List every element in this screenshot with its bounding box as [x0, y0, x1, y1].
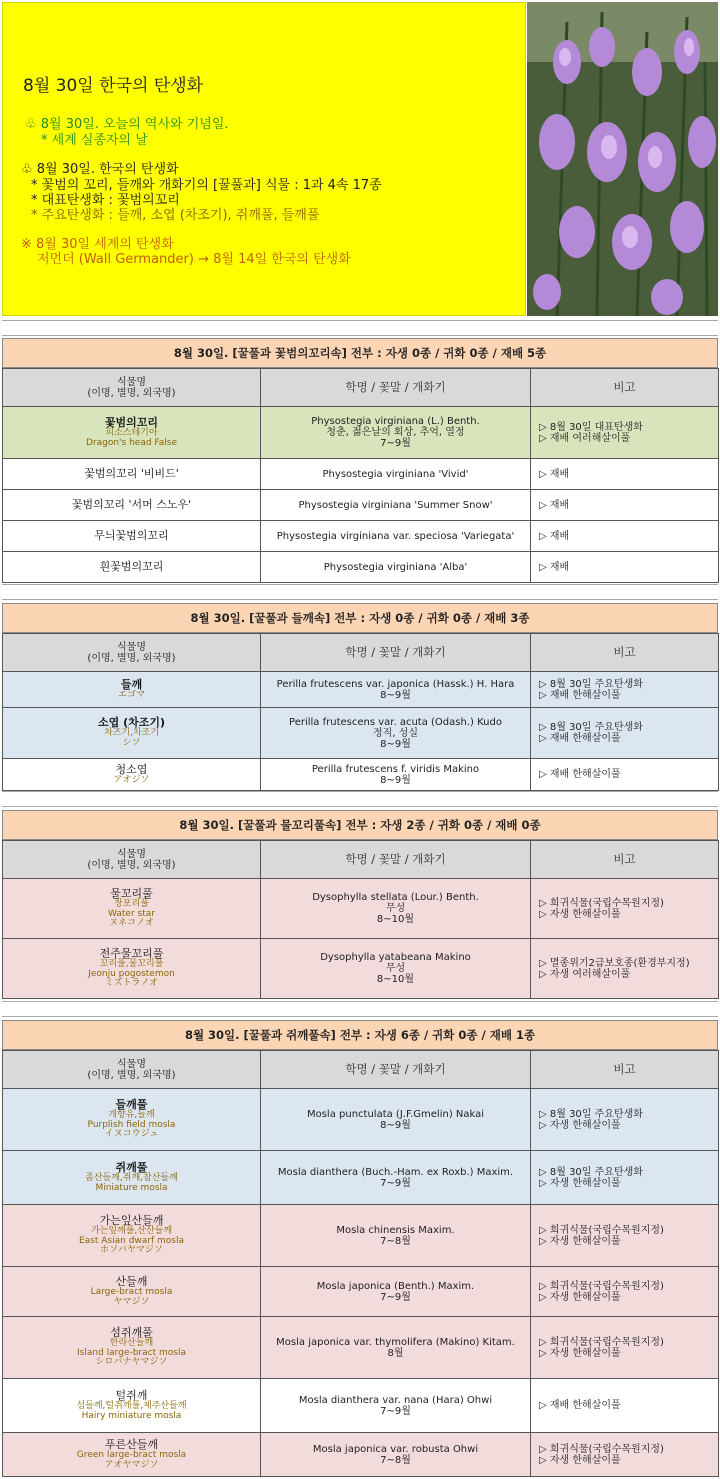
table-row: 무늬꽃범의꼬리 Physostegia virginiana var. speciosa 'Variegata' ▷ 재배	[3, 521, 719, 552]
table-row: 털쥐깨 섬들깨,털쥐깨풀,제주산들깨 Hairy miniature mosla Mosla dianthera var. nana (Hara) Ohwi 7~9월 ▷ 재배 한해살이풀	[3, 1379, 719, 1433]
column-header-note: 비고	[531, 369, 719, 407]
section-title: 8월 30일. [꿀풀과 쥐깨풀속] 전부 : 자생 6종 / 귀화 0종 / 재배 1종	[2, 1020, 718, 1050]
table-header-row	[3, 1051, 719, 1089]
column-header-name: 식물명 (이명, 별명, 외국명)	[3, 841, 261, 879]
column-header-note: 비고	[531, 1051, 719, 1089]
section-divider	[2, 791, 718, 807]
header-line: * 대표탄생화 : 꽃범의꼬리	[31, 193, 180, 208]
table-header-row	[3, 841, 719, 879]
header-line: * 세계 실종자의 날	[41, 133, 148, 148]
table-row: 전주물꼬리풀 꼬리풀,물꼬리풀 Jeonju pogostemon ミズトラノオ Dysophylla yatabeana Makino 무성 8~10월 ▷ 멸종위기2급보호종(환경부지정) ▷ 자생 여러해살이풀	[3, 939, 719, 999]
section-divider	[2, 584, 718, 600]
section-title: 8월 30일. [꿀풀과 들깨속] 전부 : 자생 0종 / 귀화 0종 / 재배 3종	[2, 603, 718, 633]
table-row: 청소엽 アオジソ Perilla frutescens f. viridis Makino 8~9월 ▷ 재배 한해살이풀	[3, 759, 719, 791]
table-row: 꽃범의꼬리 '서머 스노우' Physostegia virginiana 'Summer Snow' ▷ 재배	[3, 490, 719, 521]
table-row: 흰꽃범의꼬리 Physostegia virginiana 'Alba' ▷ 재배	[3, 552, 719, 583]
column-header-name: 식물명 (이명, 별명, 외국명)	[3, 634, 261, 672]
table-row: 가는잎산들깨 가는잎깨풀,산산들깨 East Asian dwarf mosla ホソバヤマジソ Mosla chinensis Maxim. 7~8월 ▷ 희귀식물(국립수목원지정) ▷ 자생 한해살이풀	[3, 1205, 719, 1267]
table-row: 섬쥐깨풀 한라산들깨 Island large-bract mosla シロバナヤマジソ Mosla japonica var. thymolifera (Makino) Kitam. 8월 ▷ 희귀식물(국립수목원지정) ▷ 자생 한해살이풀	[3, 1317, 719, 1379]
plant-table	[2, 1050, 719, 1477]
header-line: * 주요탄생화 : 들깨, 소엽 (차조기), 쥐깨풀, 들깨풀	[31, 208, 320, 223]
table-row: 산들깨 Large-bract mosla ヤマジソ Mosla japonica (Benth.) Maxim. 7~9월 ▷ 희귀식물(국립수목원지정) ▷ 자생 한해살이풀	[3, 1267, 719, 1317]
column-header-sci: 학명 / 꽃말 / 개화기	[261, 369, 531, 407]
table-row: 쥐깨풀 좀산들깨,쥐깨,참산들깨 Miniature mosla Mosla dianthera (Buch.-Ham. ex Roxb.) Maxim. 7~9월 ▷ 8월 30일 주요탄생화 ▷ 자생 한해살이풀	[3, 1151, 719, 1205]
header-line: 저먼더 (Wall Germander) → 8월 14일 한국의 탄생화	[37, 252, 351, 267]
section-title: 8월 30일. [꿀풀과 꽃범의꼬리속] 전부 : 자생 0종 / 귀화 0종 / 재배 5종	[2, 338, 718, 368]
page-title: 8월 30일 한국의 탄생화	[23, 76, 204, 96]
header-line: ♧ 8월 30일. 한국의 탄생화	[21, 162, 179, 177]
section-divider	[2, 1001, 718, 1017]
column-header-sci: 학명 / 꽃말 / 개화기	[261, 841, 531, 879]
table-row: 물꼬리풀 창포리풀 Water star ヌネコノオ Dysophylla stellata (Lour.) Benth. 무성 8~10월 ▷ 희귀식물(국립수목원지정) ▷ 자생 한해살이풀	[3, 879, 719, 939]
table-row: 소엽 (차조기) 차즈기,차조기 シソ Perilla frutescens var. acuta (Odash.) Kudo 정직, 성실 8~9월 ▷ 8월 30일 주요탄생화 ▷ 재배 한해살이풀	[3, 708, 719, 759]
section-divider	[2, 320, 718, 336]
table-row: 꽃범의꼬리 피소스테기아 Dragon's head False Physostegia virginiana (L.) Benth. 청춘, 젊은날의 회상, 추억, 열정 7~9월 ▷ 8월 30일 대표탄생화 ▷ 재배 여러해살이풀	[3, 407, 719, 459]
column-header-note: 비고	[531, 634, 719, 672]
table-row: 푸른산들깨 Green large-bract mosla アオヤマジソ Mosla japonica var. robusta Ohwi 7~8월 ▷ 희귀식물(국립수목원지정) ▷ 자생 한해살이풀	[3, 1433, 719, 1477]
plant-table	[2, 840, 719, 999]
plant-table	[2, 633, 719, 791]
plant-table	[2, 368, 719, 583]
flower-photo	[527, 2, 718, 316]
table-row: 들깨 エゴマ Perilla frutescens var. japonica (Hassk.) H. Hara 8~9월 ▷ 8월 30일 주요탄생화 ▷ 재배 한해살이풀	[3, 672, 719, 708]
header-line: * 꽃범의 꼬리, 들깨와 개화기의 [꿀풀과] 식물 : 1과 4속 17종	[31, 178, 382, 193]
column-header-note: 비고	[531, 841, 719, 879]
column-header-name: 식물명 (이명, 별명, 외국명)	[3, 1051, 261, 1089]
column-header-name: 식물명 (이명, 별명, 외국명)	[3, 369, 261, 407]
table-row: 들깨풀 개향유,들깨 Purplish field mosla イヌコウジュ Mosla punctulata (J.F.Gmelin) Nakai 8~9월 ▷ 8월 30일 주요탄생화 ▷ 자생 한해살이풀	[3, 1089, 719, 1151]
section-title: 8월 30일. [꿀풀과 물꼬리풀속] 전부 : 자생 2종 / 귀화 0종 / 재배 0종	[2, 810, 718, 840]
column-header-sci: 학명 / 꽃말 / 개화기	[261, 1051, 531, 1089]
column-header-sci: 학명 / 꽃말 / 개화기	[261, 634, 531, 672]
header-banner	[0, 0, 720, 318]
header-line: ※ 8월 30일 세계의 탄생화	[21, 237, 174, 252]
table-row: 꽃범의꼬리 '비비드' Physostegia virginiana 'Vivid' ▷ 재배	[3, 459, 719, 490]
header-text-panel	[2, 2, 526, 316]
table-header-row	[3, 634, 719, 672]
header-line: ♧ 8월 30일. 오늘의 역사와 기념일.	[25, 117, 229, 132]
table-header-row	[3, 369, 719, 407]
